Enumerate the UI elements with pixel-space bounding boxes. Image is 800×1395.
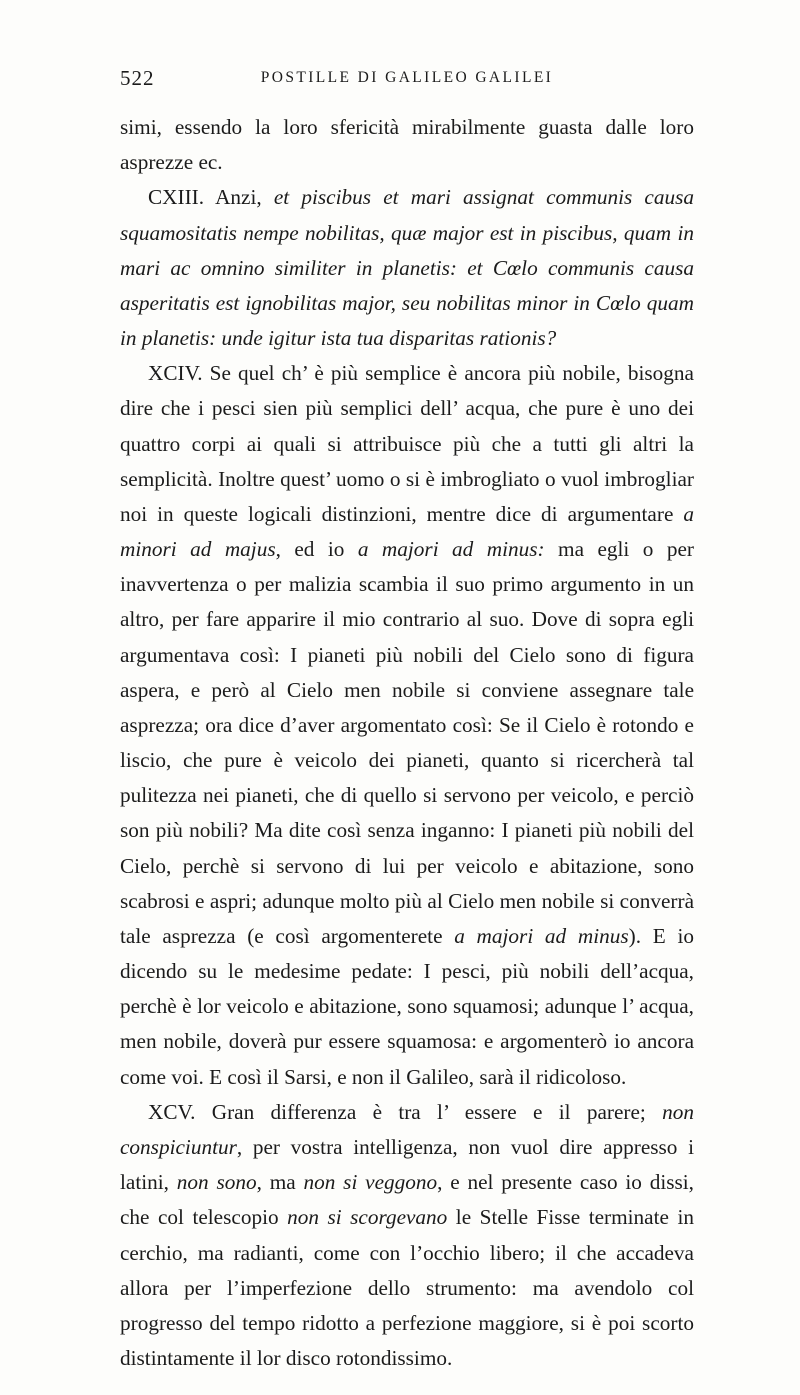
italic-text: et piscibus et mari assignat communis causa squamositatis nempe nobilitas, quæ major est in piscibus, quam in mari ac omnino similiter in planetis: et Cœlo communis causa asperitatis est ignobilitas major, seu nobilitas minor in Cœlo quam in planetis: unde igitur ista tua disparitas rationis? <box>120 185 694 351</box>
body-text <box>120 110 694 1376</box>
paragraph-xcv <box>120 1095 694 1376</box>
text-run: , e nel presente caso io dissi, che col telescopio <box>120 1170 694 1230</box>
text-run: le Stelle Fisse terminate in cerchio, ma radianti, come con l’occhio libero; il che accadeva allora per l’imperfezione dello strumento: ma avendolo col progresso del tempo ridotto a perfezione maggiore, si è poi scorto distintamente il lor disco rotondissimo. <box>120 1205 694 1371</box>
italic-text: a minori ad majus <box>120 501 694 562</box>
text-run: , ma <box>256 1170 304 1195</box>
italic-text: a majori ad minus <box>454 923 629 948</box>
text-run: , per vostra intelligenza, non vuol dire appresso i latini, <box>120 1134 694 1195</box>
page-header <box>120 66 694 98</box>
italic-text: non si veggono <box>303 1170 438 1195</box>
text-run: XCIV. Se quel ch’ è più semplice è ancora più nobile, bisogna dire che i pesci sien più semplici dell’ acqua, che pure è uno dei quattro corpi ai quali si attribuisce più che a tutti gli altri la semplicità. Inoltre quest’ uomo o si è imbrogliato o vuol imbrogliar noi in queste logicali distinzioni, mentre dice di argumentare <box>120 361 694 526</box>
paragraph-xciv <box>120 356 694 1095</box>
paragraph-cxiii <box>120 180 694 356</box>
text-run: XCV. Gran differenza è tra l’ essere e il parere; <box>148 1099 663 1124</box>
italic-text: non sono <box>176 1170 257 1195</box>
text-run: ). E io dicendo su le medesime pedate: I pesci, più nobili dell’acqua, perchè è lor veicolo e abitazione, sono squamosi; adunque l’ acqua, men nobile, doverà pur essere squamosa: e argomenterò io ancora come voi. E così il Sarsi, e non il Galileo, sarà il ridicoloso. <box>120 923 694 1089</box>
paragraph-continuation <box>120 110 694 180</box>
text-run: , ed io <box>275 537 358 562</box>
text-run: simi, essendo la loro sfericità mirabilmente guasta dalle loro asprezze ec. <box>120 115 694 175</box>
running-title: POSTILLE DI GALILEO GALILEI <box>260 69 554 86</box>
italic-text: a majori ad minus: <box>357 537 545 562</box>
page-number: 522 <box>120 66 155 90</box>
italic-text: non si scorgevano <box>287 1205 448 1230</box>
text-run: CXIII. Anzi, <box>148 185 274 210</box>
text-run: ma egli o per inavvertenza o per malizia scambia il suo primo argumento in un altro, per fare apparire il mio contrario al suo. Dove di sopra egli argumentava così: I pianeti più nobili del Cielo sono di figura aspera, e però al Cielo men nobile si conviene assegnare tale asprezza; ora dice d’aver argomentato così: Se il Cielo è rotondo e liscio, che pure è veicolo dei pianeti, quanto si ricercherà tal pulitezza nei pianeti, che di quello si servono per veicolo, e perciò son più nobili? Ma dite così senza inganno: I pianeti più nobili del Cielo, perchè si servono di lui per veicolo e abitazione, sono scabrosi e aspri; adunque molto più al Cielo men nobile si converrà tale asprezza (e così argomenterete <box>120 537 694 948</box>
italic-text: non conspiciuntur <box>120 1099 694 1159</box>
